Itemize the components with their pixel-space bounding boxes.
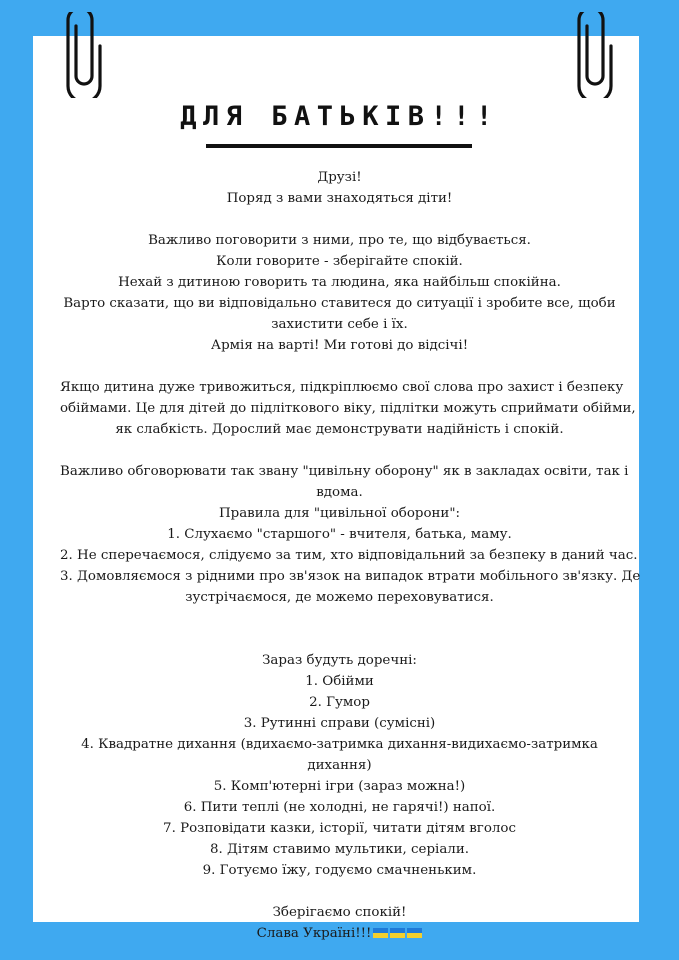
useful-item: 4. Квадратне дихання (вдихаємо-затримка дихання-видихаємо-затримка [81, 737, 598, 752]
title-underline [206, 144, 472, 148]
keep-calm-line: Зберігаємо спокій! [272, 905, 407, 920]
useful-item: 2. Гумор [309, 695, 370, 710]
anxiety-line: обіймами. Це для дітей до підліткового віку, підлітки можуть сприймати обійми, [60, 401, 636, 416]
useful-heading: Зараз будуть доречні: [262, 653, 417, 668]
paperclip-icon [573, 12, 617, 98]
civil-defense-rule: 3. Домовляємося з рідними про зв'язок на випадок втрати мобільного зв'язку. Де [60, 569, 641, 584]
talk-line: Важливо поговорити з ними, про те, що відбувається. [148, 233, 531, 248]
useful-item: 1. Обійми [305, 674, 374, 689]
greeting-line: Поряд з вами знаходяться діти! [226, 191, 453, 206]
glory-text: Слава Україні!!! [256, 926, 372, 941]
page-title: ДЛЯ БАТЬКІВ!!! [180, 101, 499, 132]
useful-item: 8. Дітям ставимо мультики, серіали. [210, 842, 469, 857]
civil-defense-rule: 2. Не сперечаємося, слідуємо за тим, хто відповідальний за безпеку в даний час. [60, 548, 638, 563]
talk-line: Армія на варті! Ми готові до відсічі! [210, 338, 469, 353]
talk-line: Нехай з дитиною говорить та людина, яка найбільш спокійна. [118, 275, 561, 290]
useful-item: 6. Пити теплі (не холодні, не гарячі!) напої. [183, 800, 496, 815]
ukraine-flag-icon [407, 928, 422, 938]
paragraph-gap [60, 209, 619, 230]
greeting-line: Друзі! [317, 170, 362, 185]
paragraph-gap [60, 629, 619, 650]
ukraine-flag-icon [390, 928, 405, 938]
civil-defense-line: вдома. [316, 485, 363, 500]
civil-defense-line: Важливо обговорювати так звану "цивільну оборону" як в закладах освіти, так і [60, 464, 629, 479]
useful-item: 9. Готуємо їжу, годуємо смачненьким. [202, 863, 477, 878]
talk-line: захистити себе і їх. [271, 317, 408, 332]
glory-line [60, 923, 619, 944]
paragraph-gap [60, 356, 619, 377]
civil-defense-rule: 1. Слухаємо "старшого" - вчителя, батька, маму. [167, 527, 512, 542]
useful-item: 5. Комп'ютерні ігри (зараз можна!) [213, 779, 466, 794]
civil-defense-rule: зустрічаємося, де можемо переховуватися. [185, 590, 494, 605]
article-body [60, 167, 641, 944]
anxiety-line: як слабкість. Дорослий має демонструвати надійність і спокій. [115, 422, 564, 437]
paperclip-icon [62, 12, 106, 98]
paragraph-gap [60, 608, 619, 629]
civil-defense-line: Правила для "цивільної оборони": [218, 506, 461, 521]
talk-line: Варто сказати, що ви відповідально ставитеся до ситуації і зробите все, щоби [63, 296, 616, 311]
anxiety-line: Якщо дитина дуже тривожиться, підкріплюємо свої слова про захист і безпеку [60, 380, 624, 395]
useful-item: дихання) [307, 758, 372, 773]
ukraine-flag-icon [373, 928, 388, 938]
paragraph-gap [60, 881, 619, 902]
useful-item: 7. Розповідати казки, історії, читати дітям вголос [163, 821, 516, 836]
talk-line: Коли говорите - зберігайте спокій. [216, 254, 463, 269]
useful-item: 3. Рутинні справи (сумісні) [243, 716, 436, 731]
paragraph-gap [60, 440, 619, 461]
